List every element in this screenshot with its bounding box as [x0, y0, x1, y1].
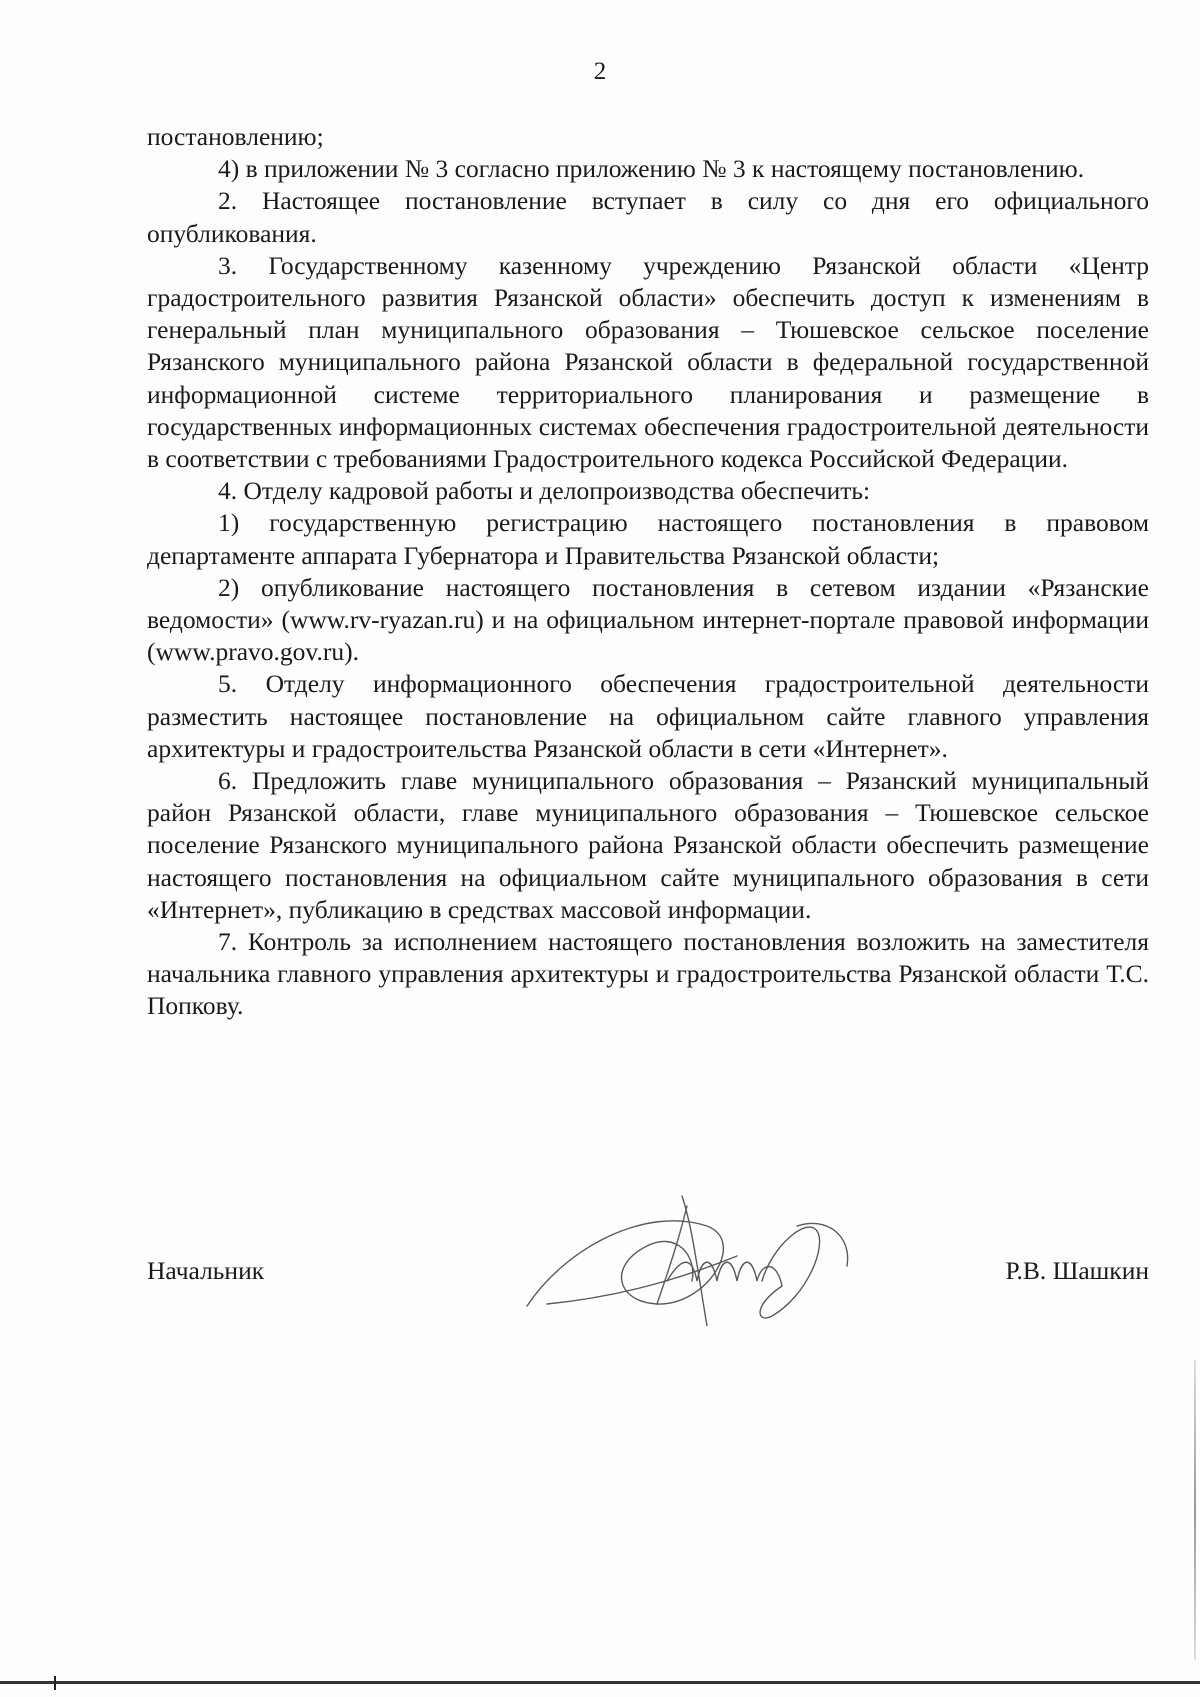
paragraph-7: 7. Контроль за исполнением настоящего постановления возложить на заместителя начальника главного управления архитектуры и градостроительства Рязанской области Т.С. Попкову.	[147, 927, 1149, 1021]
scan-right-edge	[1194, 1360, 1196, 1660]
scan-bottom-edge	[0, 1681, 1200, 1684]
handwritten-signature	[507, 1186, 867, 1326]
page-number: 2	[593, 58, 607, 85]
paragraph-continuation: постановлению;	[147, 122, 324, 151]
paragraph-4: 4. Отделу кадровой работы и делопроизводства обеспечить:	[218, 476, 871, 506]
paragraph-3: 3. Государственному казенному учреждению Рязанской области «Центр градостроительного развития Рязанской области» обеспечить доступ к изменениям в генеральный план муниципального образования – Тюшевское сельское поселение Рязанского муниципального района Рязанской области в федеральной государственной информационной системе территориального планирования и размещение в государственных информационных системах обеспечения градостроительной деятельности в соответствии с требованиями Градостроительного кодекса Российской Федерации.	[147, 250, 1149, 474]
document-body	[147, 121, 1149, 1023]
paragraph-4-1: 1) государственную регистрацию настоящего постановления в правовом департаменте аппарата Губернатора и Правительства Рязанской области;	[147, 508, 1149, 570]
paragraph-6: 6. Предложить главе муниципального образования – Рязанский муниципальный район Рязанской области, главе муниципального образования – Тюшевское сельское поселение Рязанского муниципального района Рязанской области обеспечить размещение настоящего постановления на официальном сайте муниципального образования в сети «Интернет», публикацию в средствах массовой информации.	[147, 766, 1149, 924]
paragraph-4-2: 2) опубликование настоящего постановления в сетевом издании «Рязанские ведомости» (www.rv-ryazan.ru) и на официальном интернет-портале правовой информации (www.pravo.gov.ru).	[147, 572, 1149, 667]
scan-edge-mark	[54, 1676, 56, 1690]
signatory-name: Р.В. Шашкин	[1005, 1256, 1149, 1285]
paragraph-2: 2. Настоящее постановление вступает в силу со дня его официального опубликования.	[147, 186, 1149, 248]
paragraph-item-4: 4) в приложении № 3 согласно приложению № 3 к настоящему постановлению.	[218, 154, 1085, 184]
signatory-title: Начальник	[147, 1256, 265, 1285]
paragraph-5: 5. Отделу информационного обеспечения градостроительной деятельности разместить настоящее постановление на официальном сайте главного управления архитектуры и градостроительства Рязанской области в сети «Интернет».	[147, 669, 1149, 763]
